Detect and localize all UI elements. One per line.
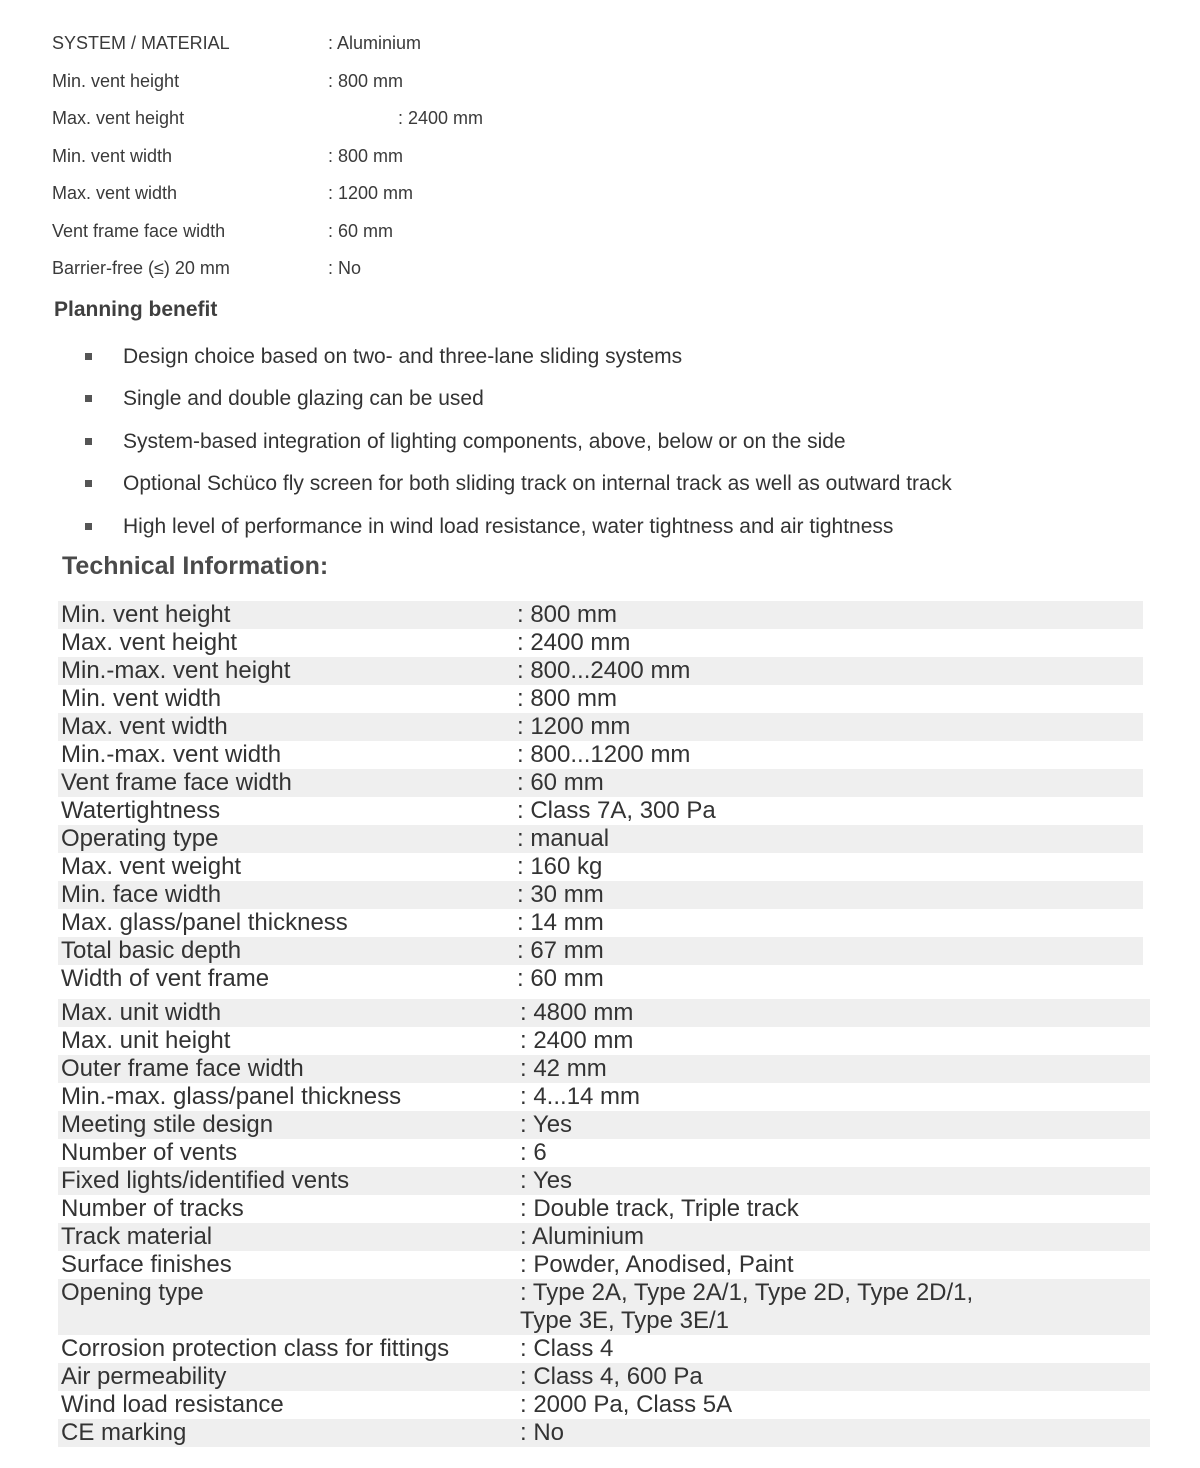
row-label: Track material [61, 1223, 213, 1250]
row-value: : 60 mm [517, 965, 604, 992]
table-row [58, 629, 1143, 657]
row-label: Fixed lights/identified vents [61, 1167, 350, 1194]
benefit-text: Single and double glazing can be used [123, 387, 484, 411]
table-row [58, 1195, 1150, 1223]
row-label: Min.-max. glass/panel thickness [61, 1083, 402, 1110]
spec-row [52, 141, 652, 179]
row-value [520, 1279, 1120, 1335]
row-value: : 30 mm [517, 881, 604, 908]
spec-label: SYSTEM / MATERIAL [52, 33, 230, 53]
spec-row [52, 216, 652, 254]
row-value: : Aluminium [520, 1223, 645, 1250]
row-label: Max. vent width [61, 713, 228, 740]
row-value: : Yes [520, 1111, 573, 1138]
planning-benefit-list [0, 336, 1100, 548]
row-label: Operating type [61, 825, 219, 852]
table-row [58, 853, 1143, 881]
row-label: Air permeability [61, 1363, 227, 1390]
row-label: Max. vent weight [61, 853, 242, 880]
row-label: Min.-max. vent width [61, 741, 282, 768]
table-row [58, 825, 1143, 853]
square-bullet-icon [85, 395, 92, 402]
spec-value: : Aluminium [328, 33, 422, 53]
row-value: : Class 4, 600 Pa [520, 1363, 703, 1390]
row-label: Surface finishes [61, 1251, 232, 1278]
table-row [58, 1419, 1150, 1447]
row-label: Width of vent frame [61, 965, 270, 992]
row-label: Outer frame face width [61, 1055, 304, 1082]
table-row [58, 1083, 1150, 1111]
row-value: : 2400 mm [517, 629, 631, 656]
list-item [0, 463, 1100, 505]
row-value: : 800 mm [517, 685, 618, 712]
table-row [58, 909, 1143, 937]
spec-list [52, 28, 652, 291]
row-label: Number of tracks [61, 1195, 244, 1222]
spec-value: : 2400 mm [398, 108, 484, 128]
row-value: : 1200 mm [517, 713, 631, 740]
benefit-text: Design choice based on two- and three-lane sliding systems [123, 345, 683, 368]
spec-row [52, 253, 652, 291]
benefit-text: High level of performance in wind load resistance, water tightness and air tightness [123, 514, 894, 538]
table-row [58, 1055, 1150, 1083]
table-row [58, 797, 1143, 825]
row-label: Corrosion protection class for fittings [61, 1335, 450, 1362]
technical-information-heading: Technical Information: [62, 552, 329, 580]
technical-table-vent [58, 601, 1143, 993]
row-label: Max. glass/panel thickness [61, 909, 348, 936]
spec-label: Min. vent height [52, 70, 180, 91]
row-label: Number of vents [61, 1139, 238, 1166]
row-value: : Class 7A, 300 Pa [517, 797, 716, 824]
spec-label: Min. vent width [52, 145, 173, 166]
row-label: Min. vent height [61, 601, 231, 628]
row-label: Max. unit width [61, 999, 222, 1026]
table-row [58, 965, 1143, 993]
spec-label: Barrier-free (≤) 20 mm [52, 258, 230, 278]
spec-value: : 800 mm [328, 70, 404, 91]
row-value: : 4...14 mm [520, 1083, 641, 1110]
benefit-text: System-based integration of lighting components, above, below or on the side [123, 429, 846, 453]
row-value: : Double track, Triple track [520, 1195, 799, 1222]
row-label: Max. unit height [61, 1027, 231, 1054]
spec-label: Vent frame face width [52, 220, 226, 241]
row-label: Vent frame face width [61, 769, 292, 796]
spec-row [52, 103, 652, 141]
table-row [58, 1223, 1150, 1251]
list-item [0, 421, 1100, 463]
row-value: : No [520, 1419, 565, 1446]
benefit-text: Optional Schüco fly screen for both sliding track on internal track as well as outward track [123, 472, 952, 496]
technical-table-unit [58, 999, 1150, 1447]
table-row [58, 713, 1143, 741]
table-row [58, 881, 1143, 909]
list-item [0, 336, 1100, 378]
spec-label: Max. vent width [52, 183, 178, 203]
row-label: Wind load resistance [61, 1391, 284, 1418]
planning-benefit-heading: Planning benefit [54, 298, 218, 321]
row-value-line: : Type 2A, Type 2A/1, Type 2D, Type 2D/1, [520, 1279, 974, 1306]
row-value: : 800...1200 mm [517, 741, 691, 768]
table-row [58, 741, 1143, 769]
spec-value: : 60 mm [328, 220, 394, 241]
list-item [0, 506, 1100, 548]
table-row [58, 1167, 1150, 1195]
row-value: : 60 mm [517, 769, 604, 796]
table-row [58, 1279, 1150, 1335]
table-row [58, 657, 1143, 685]
row-label: Watertightness [61, 797, 221, 824]
row-value: : manual [517, 825, 610, 852]
spec-value: : 800 mm [328, 145, 404, 166]
row-label: Min.-max. vent height [61, 657, 291, 684]
table-row [58, 601, 1143, 629]
table-row [58, 1335, 1150, 1363]
row-value: : 2000 Pa, Class 5A [520, 1391, 733, 1418]
spec-value: : No [328, 258, 362, 278]
table-row [58, 937, 1143, 965]
spec-value: : 1200 mm [328, 183, 414, 203]
row-label: Total basic depth [61, 937, 242, 964]
table-row [58, 1027, 1150, 1055]
table-row [58, 1363, 1150, 1391]
table-row [58, 769, 1143, 797]
row-label: CE marking [61, 1419, 187, 1446]
row-value: : 42 mm [520, 1055, 607, 1082]
row-label: Min. vent width [61, 685, 222, 712]
row-label: Opening type [61, 1279, 204, 1306]
row-label: Meeting stile design [61, 1111, 274, 1138]
row-label: Max. vent height [61, 629, 238, 656]
row-value: : 800...2400 mm [517, 657, 691, 684]
row-value: : 67 mm [517, 937, 604, 964]
row-value: : 2400 mm [520, 1027, 634, 1054]
list-item [0, 378, 1100, 420]
table-row [58, 1139, 1150, 1167]
table-row [58, 685, 1143, 713]
table-row [58, 1391, 1150, 1419]
square-bullet-icon [85, 480, 92, 487]
square-bullet-icon [85, 523, 92, 530]
square-bullet-icon [85, 438, 92, 445]
row-value: : Yes [520, 1167, 573, 1194]
table-row [58, 1251, 1150, 1279]
row-value: : Class 4 [520, 1335, 614, 1362]
square-bullet-icon [85, 353, 92, 360]
row-value: : Powder, Anodised, Paint [520, 1251, 794, 1278]
row-label: Min. face width [61, 881, 222, 908]
table-row [58, 999, 1150, 1027]
row-value: : 6 [520, 1139, 547, 1166]
spec-row [52, 178, 652, 216]
table-row [58, 1111, 1150, 1139]
row-value: : 800 mm [517, 601, 618, 628]
spec-row [52, 66, 652, 104]
spec-row [52, 28, 652, 66]
row-value: : 14 mm [517, 909, 604, 936]
row-value-line: Type 3E, Type 3E/1 [520, 1307, 730, 1334]
row-value: : 160 kg [517, 853, 603, 880]
spec-label: Max. vent height [52, 108, 185, 128]
row-value: : 4800 mm [520, 999, 634, 1026]
